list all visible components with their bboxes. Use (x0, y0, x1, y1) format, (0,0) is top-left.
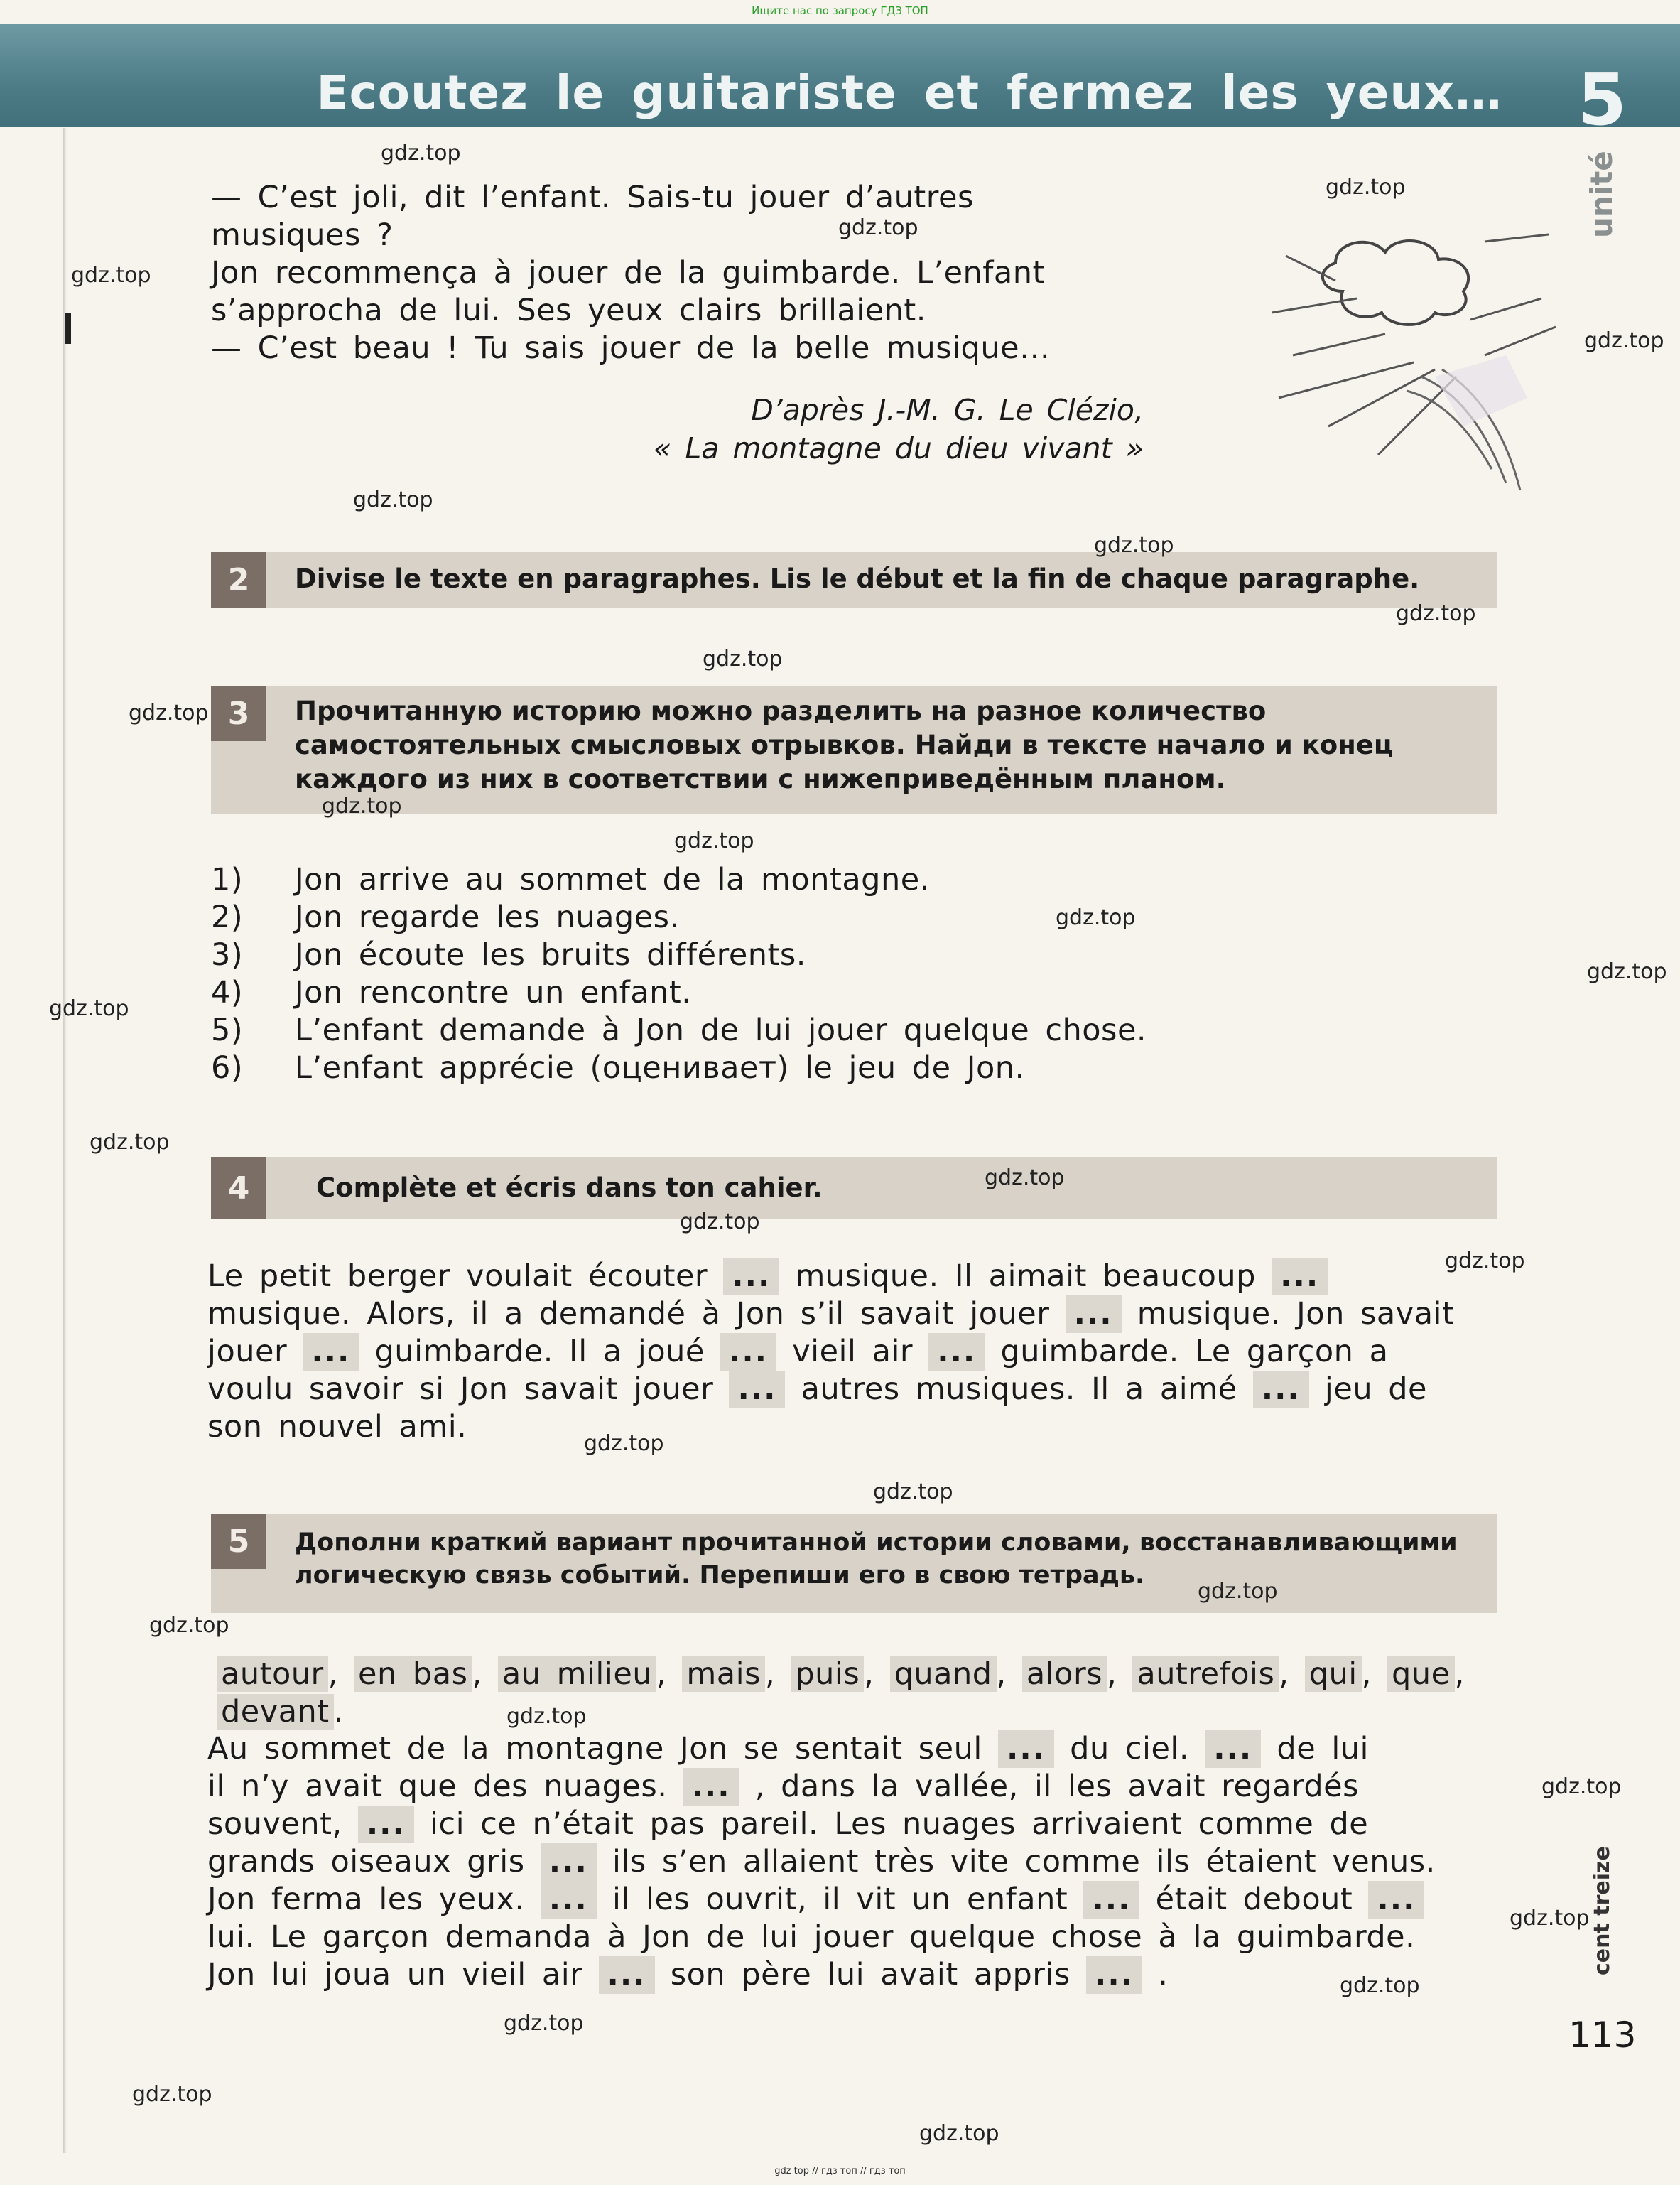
text-segment: musique. Jon savait (1137, 1296, 1455, 1332)
text-segment: , dans la vallée, il les avait regardés (754, 1769, 1360, 1804)
text-segment: musique. Il aimait beaucoup (795, 1258, 1256, 1294)
watermark: gdz.top (90, 1130, 170, 1155)
item-text: Jon rencontre un enfant. (295, 975, 692, 1010)
exercise-2-band (211, 552, 1497, 608)
watermark: gdz.top (1510, 1906, 1590, 1931)
text-segment: ici ce n’était pas pareil. Les nuages arrivaient comme de (430, 1806, 1369, 1842)
text-segment: souvent, (207, 1806, 342, 1842)
text-line (207, 1295, 1493, 1333)
text-segment: Jon ferma les yeux. (207, 1882, 525, 1917)
unite-label: unité (1584, 151, 1619, 238)
list-item (211, 1012, 1348, 1050)
text-line (207, 1956, 1493, 1994)
bottom-note: gdz top // гдз топ // гдз топ (774, 2166, 906, 2176)
text-line (207, 1806, 1493, 1843)
gap: ... (541, 1843, 597, 1881)
instruction-line: Дополни краткий вариант прочитанной истории словами, восстанавливающими (295, 1528, 1458, 1557)
story-line: Jon recommença à jouer de la guimbarde. L’enfant (211, 255, 1045, 291)
watermark: gdz.top (1396, 601, 1476, 626)
watermark: gdz.top (680, 1209, 760, 1234)
text-segment: Le petit berger voulait écouter (207, 1258, 708, 1294)
item-number: 1) (211, 862, 244, 897)
text-segment: son père lui avait appris (670, 1957, 1071, 1992)
item-number: 2) (211, 900, 244, 935)
text-line (207, 1919, 1493, 1956)
list-item (211, 861, 1348, 899)
gap: ... (1205, 1730, 1261, 1768)
text-segment: guimbarde. Le garçon a (1000, 1334, 1389, 1369)
exercise-3-instruction (295, 694, 1468, 797)
gap: ... (998, 1730, 1054, 1768)
text-segment: grands oiseaux gris (207, 1844, 525, 1879)
item-text: Jon arrive au sommet de la montagne. (295, 862, 930, 897)
word-chip: autrefois (1132, 1656, 1279, 1692)
instruction-line: каждого из них в соответствии с нижеприведённым планом. (295, 764, 1226, 794)
watermark: gdz.top (1445, 1248, 1525, 1273)
plan-list (211, 861, 1348, 1087)
text-segment: de lui (1277, 1731, 1369, 1766)
story-line: musiques ? (211, 217, 394, 253)
attribution-author: D’après J.-M. G. Le Clézio, (751, 393, 1144, 427)
watermark: gdz.top (1541, 1774, 1622, 1799)
gap: ... (720, 1333, 776, 1371)
gap: ... (683, 1768, 739, 1806)
word-chip: puis (791, 1656, 864, 1692)
item-number: 5) (211, 1013, 244, 1048)
text-segment: musique. Alors, il a demandé à Jon s’il savait jouer (207, 1296, 1050, 1332)
text-segment: était debout (1155, 1882, 1353, 1917)
word-chip: devant (217, 1694, 334, 1730)
watermark: gdz.top (838, 215, 918, 240)
gap: ... (541, 1881, 597, 1919)
text-segment: voulu savoir si Jon savait jouer (207, 1371, 714, 1407)
gap: ... (1086, 1956, 1142, 1994)
list-item (211, 937, 1348, 974)
gap: ... (599, 1956, 655, 1994)
watermark: gdz.top (674, 829, 754, 853)
item-number: 4) (211, 975, 244, 1010)
text-segment: autres musiques. Il a aimé (801, 1371, 1237, 1407)
word-chip: mais (682, 1656, 765, 1692)
text-segment: jouer (207, 1334, 288, 1369)
text-segment: ils s’en allaient très vite comme ils étaient venus. (612, 1844, 1436, 1879)
text-line (207, 1371, 1493, 1408)
watermark: gdz.top (1584, 328, 1664, 353)
text-segment: Au sommet de la montagne Jon se sentait seul (207, 1731, 982, 1766)
watermark: gdz.top (71, 263, 151, 288)
exercise-5-number: 5 (211, 1514, 266, 1569)
unit-number: 5 (1577, 58, 1627, 141)
exercise-4-number: 4 (211, 1157, 266, 1219)
page-number: 113 (1568, 2014, 1637, 2056)
gap: ... (1066, 1295, 1122, 1333)
story-line: s’approcha de lui. Ses yeux clairs brillaient. (211, 293, 926, 328)
item-text: Jon regarde les nuages. (295, 900, 680, 935)
watermark: gdz.top (1094, 533, 1174, 558)
watermark: gdz.top (919, 2121, 999, 2146)
list-item (211, 1050, 1348, 1087)
page-number-words: cent treize (1590, 1846, 1615, 1975)
text-segment: il n’y avait que des nuages. (207, 1769, 668, 1804)
gap: ... (723, 1258, 779, 1295)
word-chip: quand (890, 1656, 997, 1692)
text-line (207, 1258, 1493, 1295)
exercise-3-band (211, 686, 1497, 814)
text-line (207, 1843, 1493, 1881)
text-line (207, 1881, 1493, 1919)
item-number: 3) (211, 937, 244, 973)
text-segment: jeu de (1324, 1371, 1427, 1407)
word-chip: autour (217, 1656, 328, 1692)
item-text: L’enfant demande à Jon de lui jouer quelque chose. (295, 1013, 1147, 1048)
story-line: — C’est joli, dit l’enfant. Sais-tu jouer d’autres (211, 180, 974, 215)
text-line (207, 1768, 1493, 1806)
instruction-line: Прочитанную историю можно разделить на разное количество (295, 696, 1267, 726)
exercise-2-number: 2 (211, 552, 266, 608)
watermark: gdz.top (584, 1431, 664, 1456)
word-chip: en bas (354, 1656, 472, 1692)
watermark: gdz.top (49, 996, 129, 1021)
exercise-5-band (211, 1514, 1497, 1613)
word-chip: alors (1022, 1656, 1107, 1692)
story-excerpt (211, 179, 1149, 367)
watermark: gdz.top (873, 1479, 953, 1504)
item-text: Jon écoute les bruits différents. (295, 937, 806, 973)
watermark: gdz.top (322, 794, 402, 819)
gap: ... (1272, 1258, 1328, 1295)
watermark: gdz.top (353, 487, 433, 512)
watermark: gdz.top (1587, 959, 1667, 984)
exercise-2-instruction: Divise le texte en paragraphes. Lis le début et la fin de chaque paragraphe. (295, 563, 1420, 594)
word-chip: au milieu (498, 1656, 656, 1692)
watermark: gdz.top (703, 647, 783, 671)
exercise-4-band (211, 1157, 1497, 1219)
exercise-4-text (207, 1258, 1493, 1446)
word-bank: autour , en bas , au milieu , mais , puis , quand , alors , autrefois , qui , que , devant . (217, 1656, 1502, 1731)
gap: ... (1083, 1881, 1139, 1919)
watermark: gdz.top (985, 1165, 1065, 1190)
gap: ... (303, 1333, 359, 1371)
item-number: 6) (211, 1050, 244, 1086)
watermark: gdz.top (504, 2011, 584, 2036)
watermark: gdz.top (1340, 1973, 1420, 1998)
text-segment: guimbarde. Il a joué (374, 1334, 705, 1369)
gap: ... (1253, 1371, 1309, 1408)
text-segment: il les ouvrit, il vit un enfant (612, 1882, 1068, 1917)
gap: ... (358, 1806, 414, 1843)
text-segment: . (1158, 1957, 1169, 1992)
exercise-3-number: 3 (211, 686, 266, 741)
text-segment: du ciel. (1070, 1731, 1190, 1766)
watermark: gdz.top (149, 1613, 229, 1638)
gap: ... (928, 1333, 985, 1371)
list-item (211, 899, 1348, 937)
word-chip: qui (1305, 1656, 1362, 1692)
watermark: gdz.top (1056, 905, 1136, 930)
text-segment: Jon lui joua un vieil air (207, 1957, 583, 1992)
watermark: gdz.top (132, 2082, 212, 2107)
text-segment: son nouvel ami. (207, 1409, 467, 1445)
top-note: Ищите нас по запросу ГДЗ ТОП (752, 4, 928, 17)
text-segment: vieil air (792, 1334, 914, 1369)
gap: ... (729, 1371, 785, 1408)
story-attribution (611, 391, 1144, 468)
page-title: Ecoutez le guitariste et fermez les yeux… (316, 65, 1502, 120)
text-line (207, 1408, 1493, 1446)
gap: ... (1368, 1881, 1424, 1919)
item-text: L’enfant apprécie (оценивает) le jeu de Jon. (295, 1050, 1025, 1086)
watermark: gdz.top (381, 141, 461, 166)
word-chip: que (1387, 1656, 1455, 1692)
list-item (211, 974, 1348, 1012)
watermark: gdz.top (506, 1704, 587, 1729)
exercise-5-text (207, 1730, 1493, 1994)
page-spine-shadow (63, 128, 67, 2153)
attribution-source: « La montagne du dieu vivant » (654, 431, 1144, 465)
watermark: gdz.top (1326, 175, 1406, 200)
spine-mark (65, 313, 71, 344)
instruction-line: логическую связь событий. Перепиши его в свою тетрадь. (295, 1561, 1145, 1590)
instruction-line: самостоятельных смысловых отрывков. Найди в тексте начало и конец (295, 730, 1394, 760)
exercise-4-instruction: Complète et écris dans ton cahier. (316, 1172, 823, 1203)
text-line (207, 1730, 1493, 1768)
text-segment: lui. Le garçon demanda à Jon de lui jouer quelque chose à la guimbarde. (207, 1919, 1416, 1955)
cloud-wind-illustration (1272, 213, 1570, 497)
text-line (207, 1333, 1493, 1371)
exercise-5-instruction (295, 1526, 1475, 1592)
story-line: — C’est beau ! Tu sais jouer de la belle musique… (211, 330, 1051, 366)
watermark: gdz.top (129, 701, 209, 725)
watermark: gdz.top (1198, 1579, 1278, 1604)
